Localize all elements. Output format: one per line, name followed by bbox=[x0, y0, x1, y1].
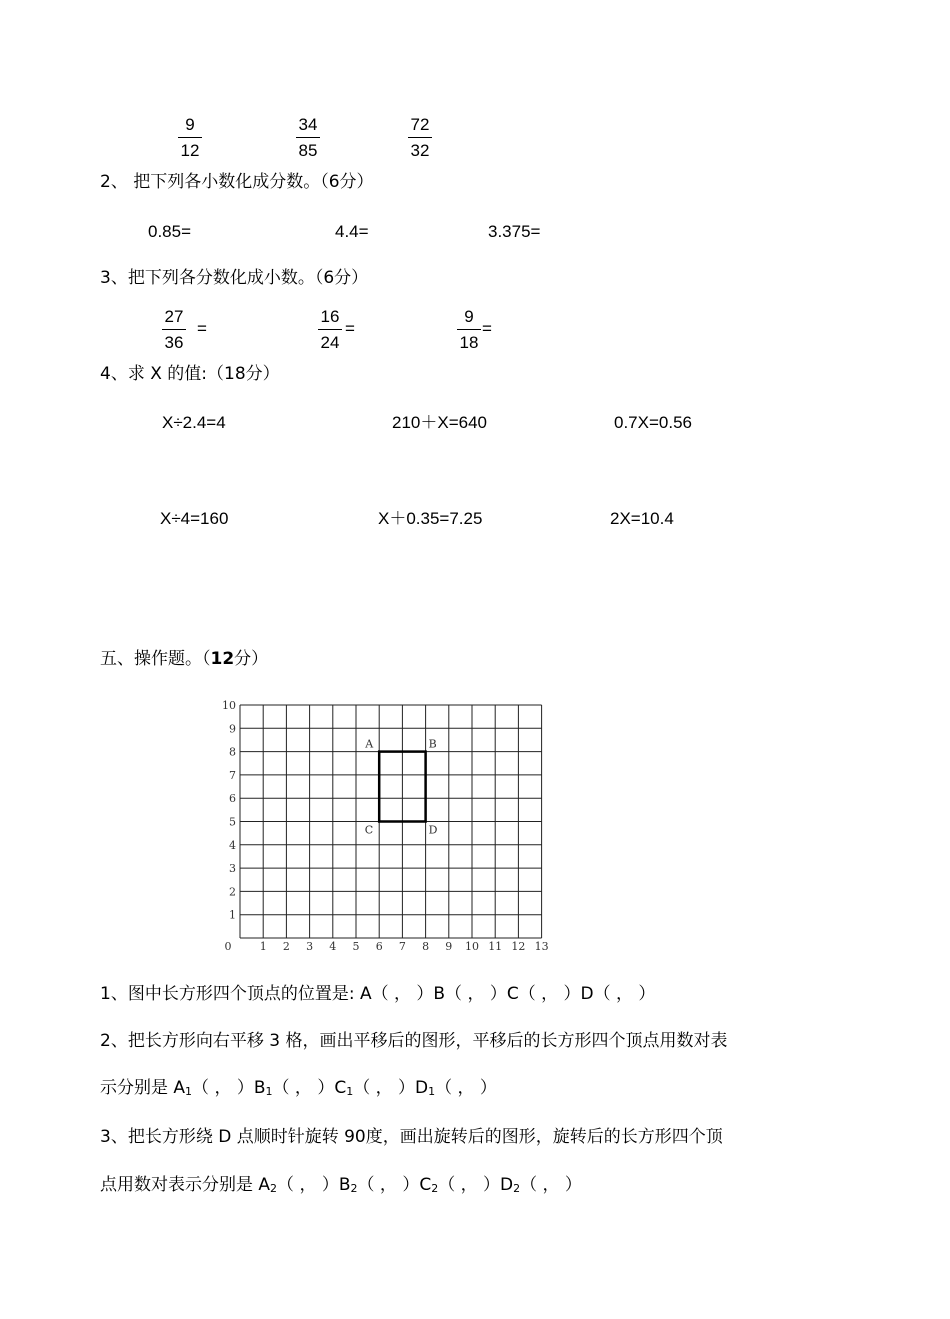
vertex-label-d: D bbox=[428, 823, 438, 837]
q4-title: 4、求 X 的值:（18分） bbox=[100, 364, 280, 384]
equation-4: X÷4=160 bbox=[160, 509, 229, 528]
equation-1: X÷2.4=4 bbox=[162, 413, 226, 432]
x-tick-label: 3 bbox=[306, 940, 314, 953]
op-question-2-line-1: 2、把长方形向右平移 3 格，画出平移后的图形，平移后的长方形四个顶点用数对表 bbox=[100, 1031, 728, 1051]
q2-pt-4: （ ， ） bbox=[435, 1078, 497, 1098]
fraction-bar bbox=[457, 329, 481, 330]
denominator: 24 bbox=[320, 333, 340, 352]
x-tick-label: 1 bbox=[259, 940, 267, 953]
q2-title: 2、 把下列各小数化成分数。（6分） bbox=[100, 172, 374, 192]
q2-sub: 1 bbox=[185, 1085, 193, 1098]
fraction-bar bbox=[318, 329, 342, 330]
fraction-27-36 bbox=[162, 308, 186, 351]
x-tick-label: 5 bbox=[352, 940, 360, 953]
vertex-label-a: A bbox=[365, 737, 374, 751]
numerator: 34 bbox=[298, 115, 318, 134]
y-tick-label: 2 bbox=[229, 885, 236, 899]
q2-line2-prefix: 示分别是 bbox=[100, 1078, 174, 1098]
q3-pt-2: （ ， ）C bbox=[357, 1175, 432, 1195]
numerator: 27 bbox=[164, 307, 184, 326]
q3-pt-4: （ ， ） bbox=[520, 1175, 582, 1195]
denominator: 12 bbox=[180, 141, 200, 160]
vertex-label-b: B bbox=[428, 737, 437, 751]
y-tick-label: 5 bbox=[229, 815, 236, 829]
fraction-16-24 bbox=[318, 308, 342, 351]
x-tick-label: 12 bbox=[511, 940, 526, 953]
coordinate-grid bbox=[218, 698, 558, 963]
x-tick-label: 0 bbox=[224, 940, 232, 953]
y-tick-label: 9 bbox=[229, 722, 236, 736]
y-tick-label: 3 bbox=[229, 862, 236, 876]
denominator: 18 bbox=[459, 333, 479, 352]
q2-item-1: 0.85= bbox=[148, 222, 192, 241]
q2-pt-1: （ ， ）B bbox=[192, 1078, 266, 1098]
equation-3: 0.7X=0.56 bbox=[614, 413, 692, 432]
grid-svg bbox=[218, 698, 558, 958]
op-question-3-line-1: 3、把长方形绕 D 点顺时针旋转 90度，画出旋转后的图形，旋转后的长方形四个顶 bbox=[100, 1127, 723, 1147]
q2-pt-0: A bbox=[173, 1078, 186, 1098]
numerator: 9 bbox=[464, 307, 474, 326]
q2-sub: 1 bbox=[265, 1085, 273, 1098]
section-5-title-suffix: 分） bbox=[234, 649, 269, 669]
y-tick-label: 1 bbox=[229, 908, 236, 922]
q3-sub: 2 bbox=[431, 1182, 439, 1195]
section-5-score: 12 bbox=[210, 649, 235, 669]
x-tick-label: 9 bbox=[445, 940, 453, 953]
equals-sign: = bbox=[482, 319, 492, 338]
fraction-72-32 bbox=[408, 116, 432, 159]
x-tick-label: 8 bbox=[422, 940, 430, 953]
x-tick-label: 11 bbox=[488, 940, 503, 953]
q3-pt-3: （ ， ）D bbox=[438, 1175, 514, 1195]
denominator: 32 bbox=[410, 141, 430, 160]
equals-sign: = bbox=[345, 319, 355, 338]
denominator: 36 bbox=[164, 333, 184, 352]
x-tick-label: 4 bbox=[329, 940, 337, 953]
equation-2: 210＋X=640 bbox=[392, 413, 487, 432]
numerator: 72 bbox=[410, 115, 430, 134]
q3-sub: 2 bbox=[350, 1182, 358, 1195]
fraction-bar bbox=[296, 137, 320, 138]
section-5-title bbox=[100, 651, 268, 668]
q2-pt-3: （ ， ）D bbox=[353, 1078, 429, 1098]
q2-sub: 1 bbox=[428, 1085, 436, 1098]
x-tick-label: 13 bbox=[534, 940, 549, 953]
equals-sign: = bbox=[197, 319, 207, 338]
x-tick-label: 10 bbox=[465, 940, 479, 953]
y-tick-label: 7 bbox=[229, 768, 236, 782]
fraction-bar bbox=[162, 329, 186, 330]
x-tick-label: 6 bbox=[375, 940, 383, 953]
fraction-bar bbox=[178, 137, 202, 138]
op-question-3-line-2 bbox=[100, 1177, 582, 1194]
q3-pt-0: A bbox=[258, 1175, 271, 1195]
q2-pt-2: （ ， ）C bbox=[272, 1078, 347, 1098]
numerator: 16 bbox=[320, 307, 340, 326]
op-question-2-line-2 bbox=[100, 1080, 497, 1097]
q3-title: 3、把下列各分数化成小数。（6分） bbox=[100, 268, 369, 288]
equation-5: X＋0.35=7.25 bbox=[378, 509, 483, 528]
denominator: 85 bbox=[298, 141, 318, 160]
fraction-34-85 bbox=[296, 116, 320, 159]
q2-item-2: 4.4= bbox=[335, 222, 369, 241]
equation-6: 2X=10.4 bbox=[610, 509, 674, 528]
numerator: 9 bbox=[185, 115, 195, 134]
fraction-bar bbox=[408, 137, 432, 138]
y-tick-label: 10 bbox=[222, 699, 236, 712]
q3-pt-1: （ ， ）B bbox=[277, 1175, 351, 1195]
q3-sub: 2 bbox=[270, 1182, 278, 1195]
x-tick-label: 7 bbox=[398, 940, 406, 953]
x-tick-label: 2 bbox=[282, 940, 290, 953]
op-question-1: 1、图中长方形四个顶点的位置是: A（ ， ）B（ ， ）C（ ， ）D（ ， ） bbox=[100, 984, 656, 1004]
q3-sub: 2 bbox=[513, 1182, 521, 1195]
y-tick-label: 8 bbox=[229, 745, 236, 759]
q2-sub: 1 bbox=[346, 1085, 354, 1098]
q2-item-3: 3.375= bbox=[488, 222, 541, 241]
fraction-9-18 bbox=[457, 308, 481, 351]
y-tick-label: 6 bbox=[229, 792, 236, 806]
fraction-9-12 bbox=[178, 116, 202, 159]
q3-line2-prefix: 点用数对表示分别是 bbox=[100, 1175, 259, 1195]
y-tick-label: 4 bbox=[229, 838, 236, 852]
section-5-title-prefix: 五、操作题。（ bbox=[100, 649, 211, 669]
vertex-label-c: C bbox=[364, 823, 374, 837]
